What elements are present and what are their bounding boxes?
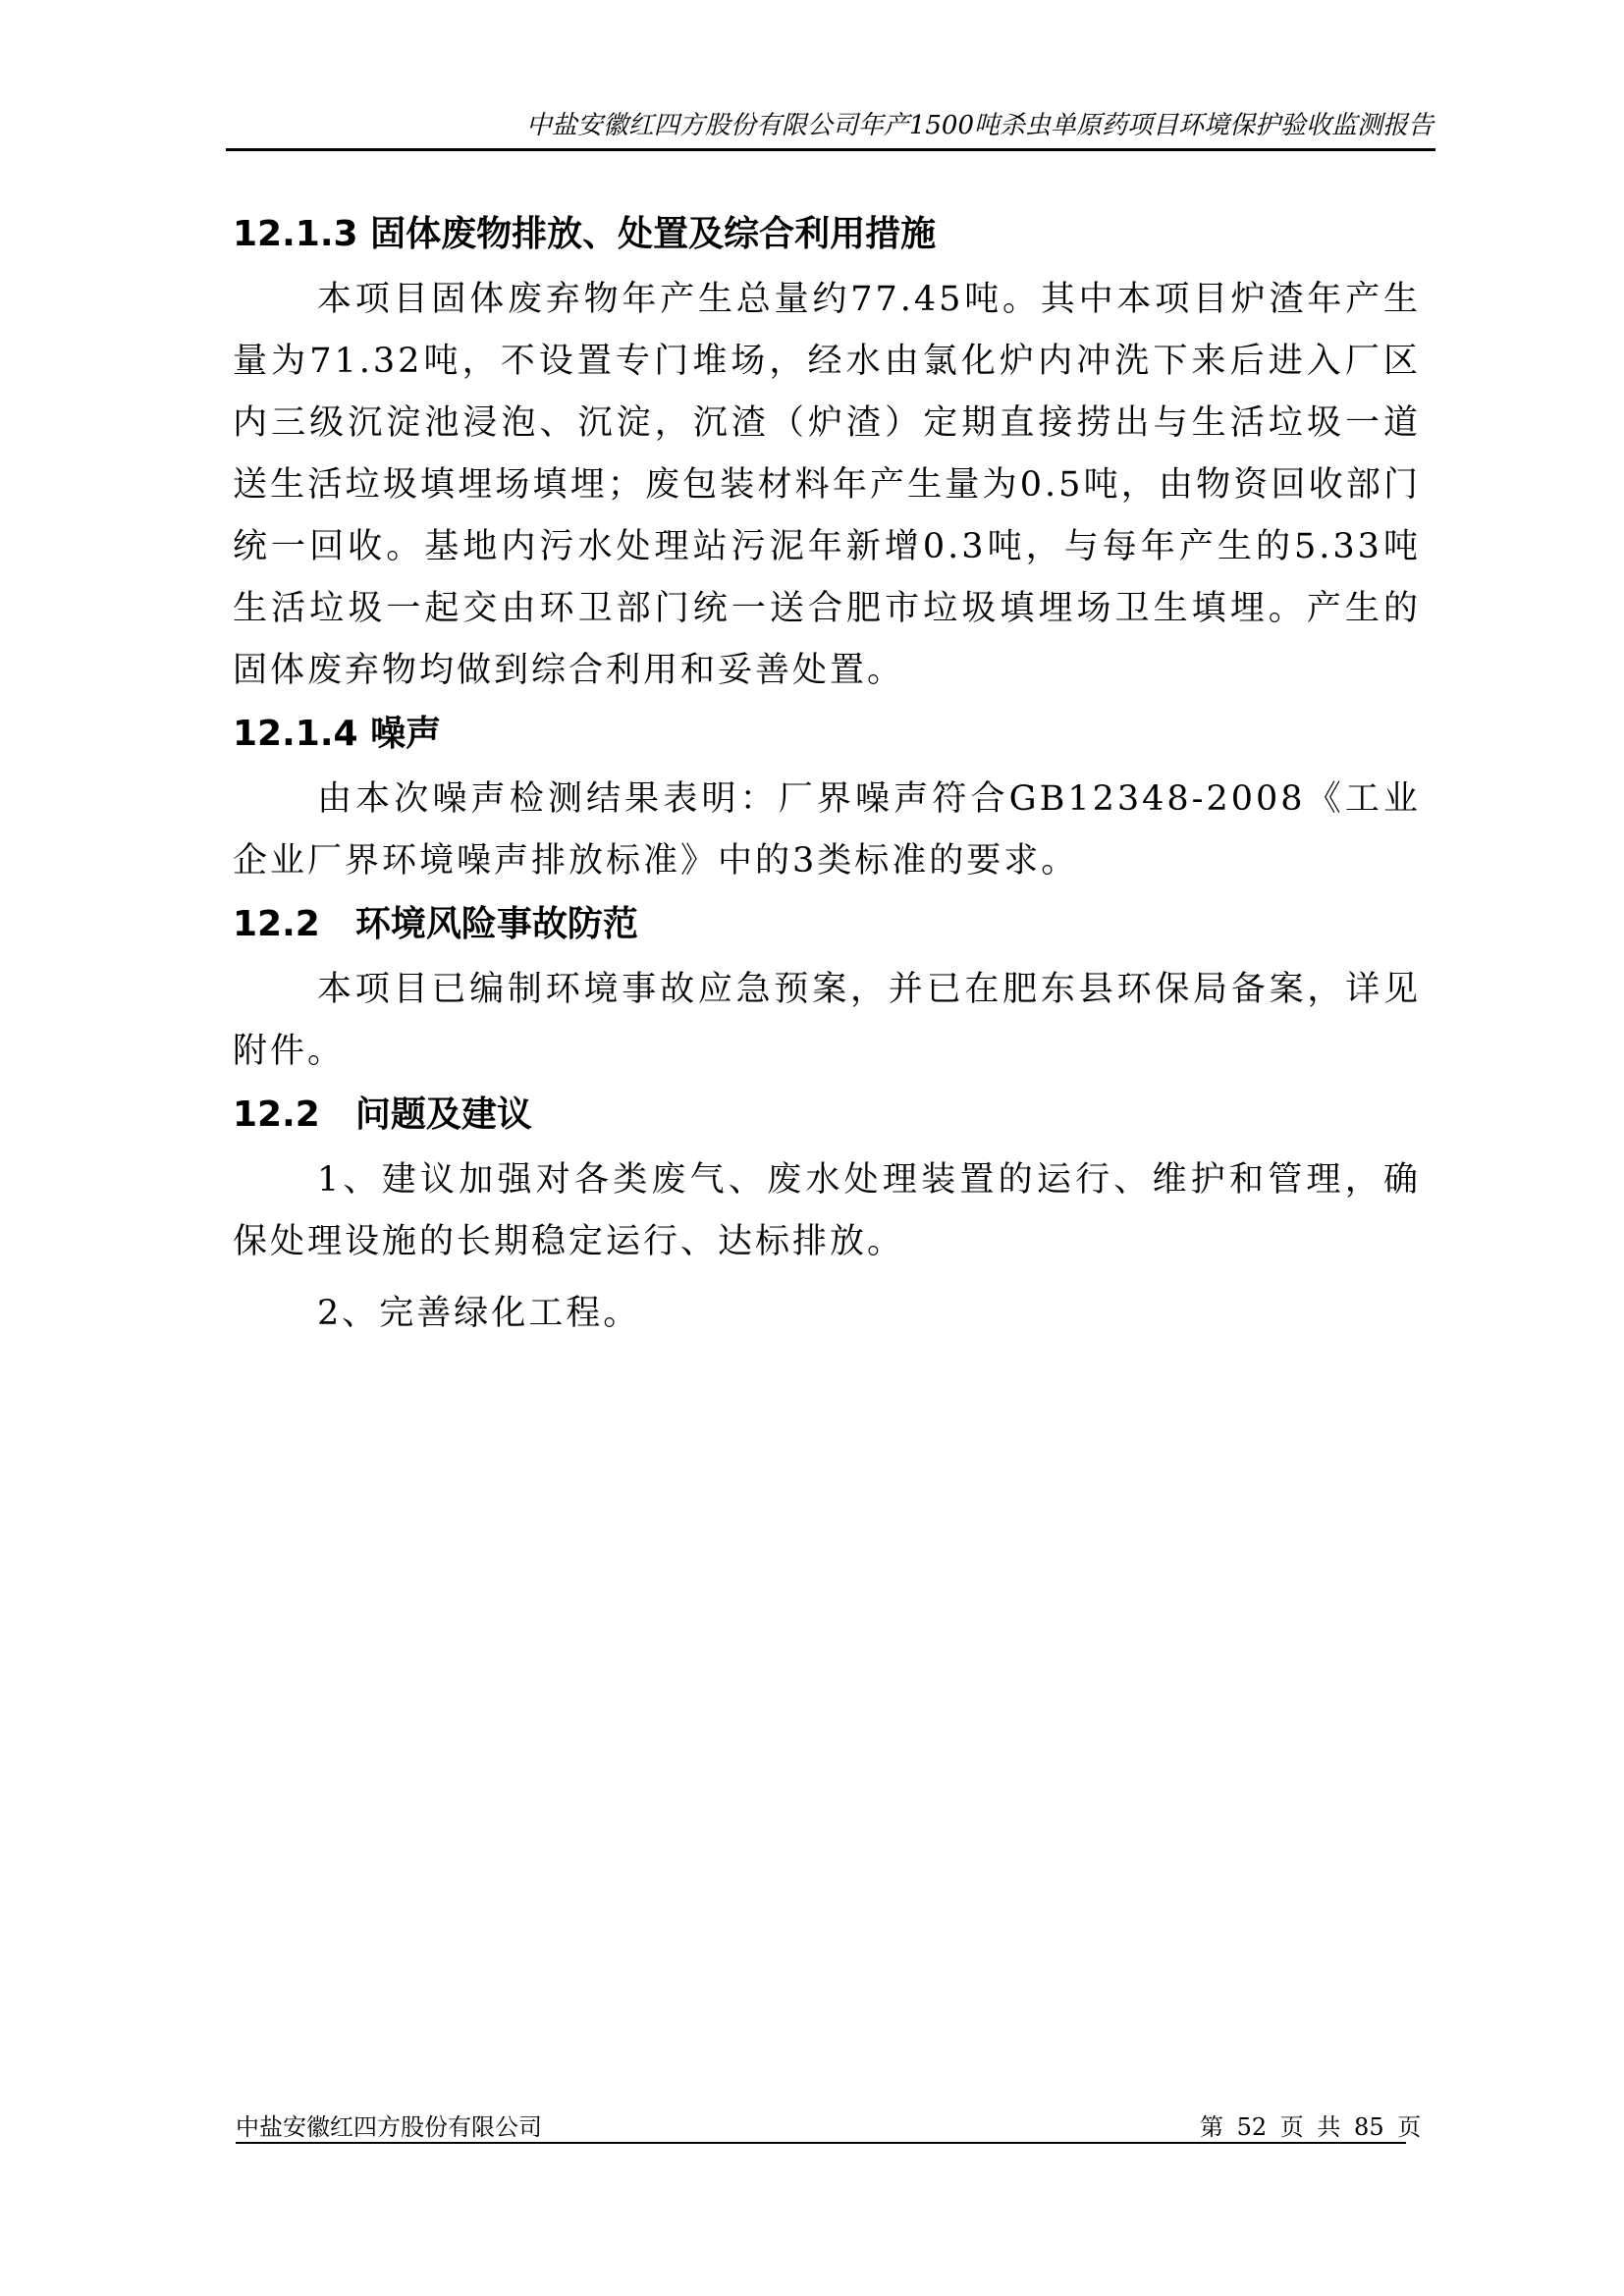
section-heading: 12.1.3 固体废物排放、处置及综合利用措施 (233, 214, 937, 254)
section-noise (233, 706, 1421, 892)
paragraph: 2、完善绿化工程。 (317, 1294, 641, 1333)
footer-divider (236, 2142, 1406, 2144)
section-heading: 12.1.4 噪声 (233, 714, 442, 754)
report-body (233, 206, 1421, 1349)
report-header-title: 中盐安徽红四方股份有限公司年产1500吨杀虫单原药项目环境保护验收监测报告 (525, 111, 1434, 140)
section-suggestions (233, 1087, 1421, 1345)
section-heading: 12.2 环境风险事故防范 (233, 904, 638, 944)
footer-page-number: 第 52 页 共 85 页 (1200, 2113, 1422, 2141)
section-heading: 12.2 问题及建议 (233, 1095, 532, 1135)
paragraph: 本项目固体废弃物年产生总量约77.45吨。其中本项目炉渣年产生量为71.32吨，不设置专门堆场，经水由氯化炉内冲洗下来后进入厂区内三级沉淀池浸泡、沉淀，沉渣（炉渣）定期直接捞出与生活垃圾一道送生活垃圾填埋场填埋；废包装材料年产生量为0.5吨，由物资回收部门统一回收。基地内污水处理站污泥年新增0.3吨，与每年产生的5.33吨生活垃圾一起交由环卫部门统一送合肥市垃圾填埋场卫生填埋。产生的固体废弃物均做到综合利用和妥善处置。 (233, 280, 1421, 690)
section-solid-waste (233, 206, 1421, 702)
paragraph: 本项目已编制环境事故应急预案，并已在肥东县环保局备案，详见附件。 (233, 970, 1421, 1071)
header-divider (226, 148, 1435, 151)
footer-company: 中盐安徽红四方股份有限公司 (236, 2113, 542, 2141)
section-risk-prevention (233, 896, 1421, 1083)
paragraph: 由本次噪声检测结果表明：厂界噪声符合GB12348-2008《工业企业厂界环境噪声排放标准》中的3类标准的要求。 (233, 779, 1421, 881)
paragraph: 1、建议加强对各类废气、废水处理装置的运行、维护和管理，确保处理设施的长期稳定运行、达标排放。 (233, 1160, 1421, 1261)
